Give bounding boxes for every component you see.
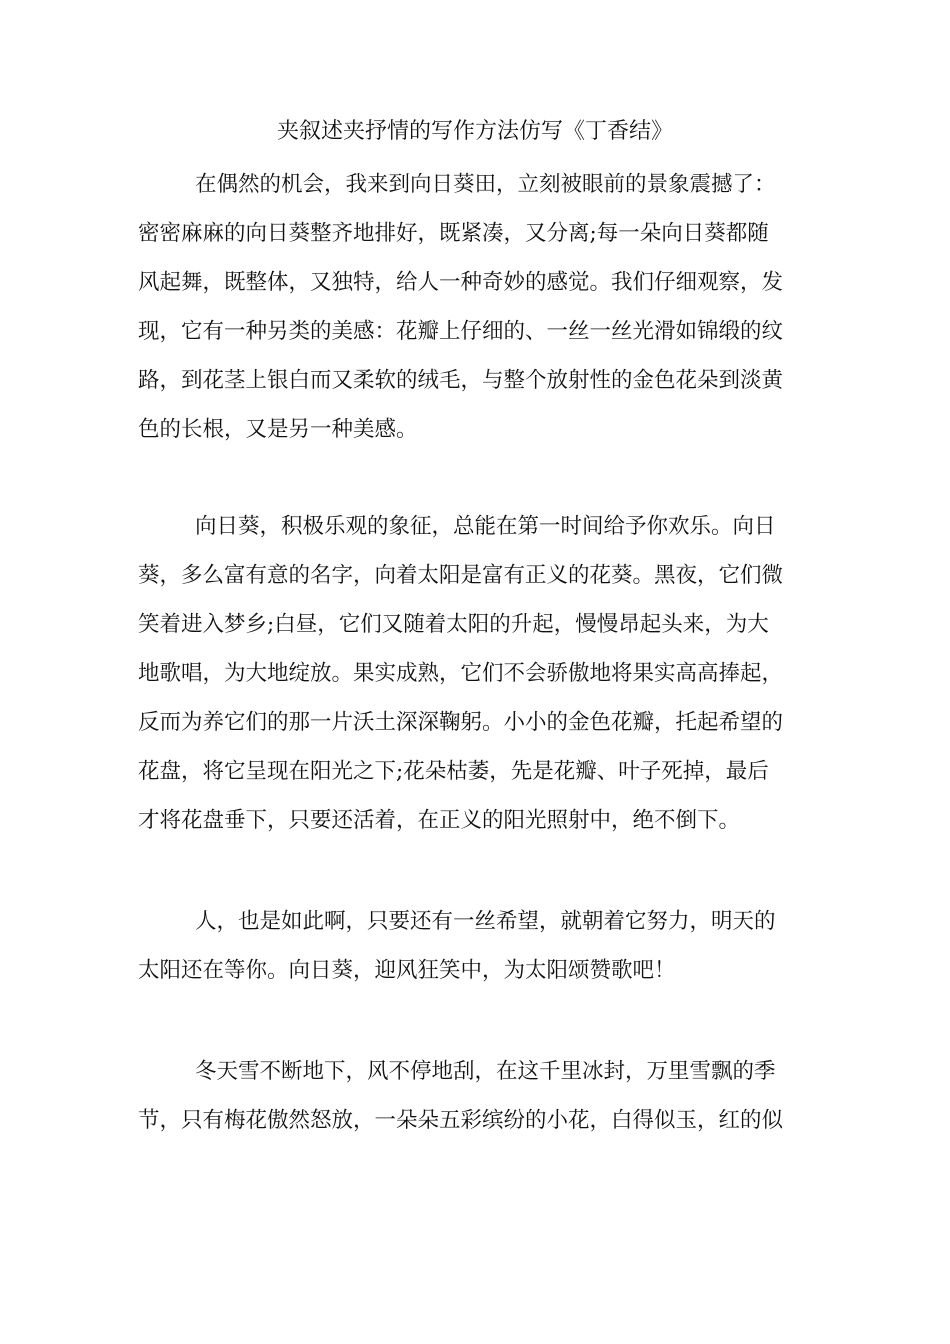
text-line: 密密麻麻的向日葵整齐地排好，既紧凑，又分离;每一朵向日葵都随	[138, 221, 769, 246]
document-title: 夹叙述夹抒情的写作方法仿写《丁香结》	[276, 119, 673, 144]
paragraph-sunflower-field	[138, 160, 818, 454]
text-line: 人，也是如此啊，只要还有一丝希望，就朝着它努力，明天的	[195, 909, 776, 934]
text-line: 风起舞，既整体，又独特，给人一种奇妙的感觉。我们仔细观察，发	[138, 270, 784, 295]
text-line: 反而为养它们的那一片沃土深深鞠躬。小小的金色花瓣，托起希望的	[138, 710, 784, 735]
text-line: 路，到花茎上银白而又柔软的绒毛，与整个放射性的金色花朵到淡黄	[138, 368, 784, 393]
paragraph-hope	[138, 897, 818, 995]
text-line: 节，只有梅花傲然怒放，一朵朵五彩缤纷的小花，白得似玉，红的似	[138, 1108, 784, 1133]
text-line: 向日葵，积极乐观的象征，总能在第一时间给予你欢乐。向日	[195, 514, 776, 539]
paragraph-winter-plum	[138, 1047, 818, 1145]
text-line: 葵，多么富有意的名字，向着太阳是富有正义的花葵。黑夜，它们微	[138, 563, 784, 588]
text-line: 色的长根，又是另一种美感。	[138, 417, 418, 442]
text-line: 花盘，将它呈现在阳光之下;花朵枯萎，先是花瓣、叶子死掉，最后	[138, 759, 769, 784]
text-line: 地歌唱，为大地绽放。果实成熟，它们不会骄傲地将果实高高捧起，	[138, 661, 784, 686]
text-line: 在偶然的机会，我来到向日葵田，立刻被眼前的景象震撼了：	[195, 172, 776, 197]
text-line: 冬天雪不断地下，风不停地刮，在这千里冰封，万里雪飘的季	[195, 1059, 776, 1084]
text-line: 才将花盘垂下，只要还活着，在正义的阳光照射中，绝不倒下。	[138, 808, 741, 833]
paragraph-sunflower-symbol	[138, 502, 818, 845]
text-line: 太阳还在等你。向日葵，迎风狂笑中，为太阳颂赞歌吧！	[138, 958, 676, 983]
text-line: 现，它有一种另类的美感：花瓣上仔细的、一丝一丝光滑如锦缎的纹	[138, 319, 784, 344]
text-line: 笑着进入梦乡;白昼，它们又随着太阳的升起，慢慢昂起头来，为大	[138, 612, 769, 637]
